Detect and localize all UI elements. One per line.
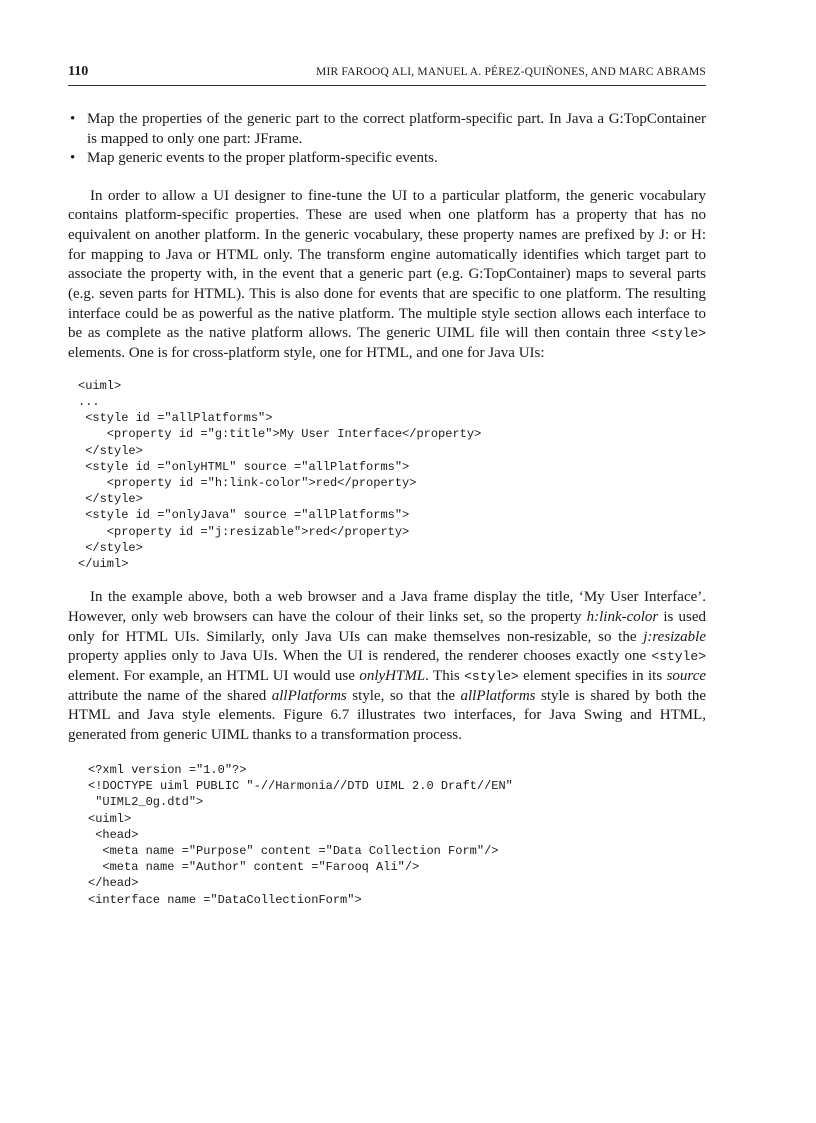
paragraph-text: style, so that the	[346, 687, 461, 704]
italic-term: h:link-color	[586, 608, 659, 625]
paragraph-text: In order to allow a UI designer to fine-tune the UI to a particular platform, the generic vocabulary contains platform-specific properties. These are used when one platform has a property that has no equivalent on another platform. In the generic vocabulary, these property names are prefixed by J: or H: for mapping to Java or HTML only. The transform engine automatically identifies which target part to associate the property with, in the event that a generic part (e.g. G:TopContainer) maps to several parts (e.g. seven parts for HTML). This is also done for events that are specific to one platform. The resulting interface could be as powerful as the native platform. The multiple style section allows each interface to be as complete as the native platform allows. The generic UIML file will then contain three	[68, 187, 706, 342]
paragraph-text: style is shared by both the HTML and Java style elements. Figure 6.7 illustrates two interfaces, for Java Swing and HTML, generated from generic UIML thanks to a transformation process.	[68, 687, 706, 744]
list-item-text: Map the properties of the generic part to the correct platform-specific part. In Java a G:TopContainer is mapped to only one part: JFrame.	[87, 111, 706, 147]
paragraph-text: element. For example, an HTML UI would use	[68, 668, 360, 685]
paragraph-text: elements. One is for cross-platform style, one for HTML, and one for Java UIs:	[68, 345, 545, 362]
list-item	[68, 110, 706, 149]
inline-code: <style>	[464, 669, 519, 685]
paragraph-text: In the example above, both a web browser and a Java frame display the title, ‘My User Interface’. However, only web browsers can have the colour of their links set, so the property	[68, 589, 706, 625]
paragraph-text: is used only for HTML UIs. Similarly, only Java UIs can make themselves non-resizable, so the	[68, 608, 707, 645]
bullet-icon: •	[70, 111, 76, 127]
bullet-list	[68, 110, 706, 169]
code-listing-styles: <uiml> ... <style id ="allPlatforms"> <property id ="g:title">My User Interface</property> </style> <style id ="onlyHTML" source ="allPlatforms"> <property id ="h:link-color">red</property> </style> <style id ="onlyJava" source ="allPlatforms"> <property id ="j:resizable">red</property> </style> </uiml>	[78, 378, 482, 572]
paragraph-text: property applies only to Java UIs. When the UI is rendered, the renderer chooses exactly one	[68, 648, 652, 665]
italic-term: onlyHTML	[359, 668, 426, 685]
italic-term: j:resizable	[643, 628, 706, 645]
italic-term: source	[666, 668, 707, 685]
paragraph-example-explanation	[68, 588, 706, 746]
paragraph-text: attribute the name of the shared	[68, 687, 272, 704]
inline-code: <style>	[651, 649, 706, 665]
page-number: 110	[68, 64, 89, 79]
list-item-text: Map generic events to the proper platform-specific events.	[87, 150, 438, 166]
code-listing-uiml-header: <?xml version ="1.0"?> <!DOCTYPE uiml PUBLIC "-//Harmonia//DTD UIML 2.0 Draft//EN" "UIML2_0g.dtd"> <uiml> <head> <meta name ="Purpose" content ="Data Collection Form"/> <meta name ="Author" content ="Farooq Ali"/> </head> <interface name ="DataCollectionForm">	[88, 762, 513, 907]
paragraph-text: . This	[425, 668, 465, 685]
page-content	[68, 64, 706, 908]
list-item	[68, 149, 706, 169]
italic-term: allPlatforms	[271, 687, 347, 704]
running-header	[68, 64, 706, 86]
italic-term: allPlatforms	[460, 687, 536, 704]
inline-code: <style>	[651, 326, 706, 342]
paragraph-text: element specifies in its	[518, 668, 667, 685]
running-head-authors: MIR FAROOQ ALI, MANUEL A. PÉREZ-QUIÑONES, AND MARC ABRAMS	[316, 66, 706, 78]
paragraph-platform-specific	[68, 187, 706, 364]
bullet-icon: •	[70, 150, 76, 166]
